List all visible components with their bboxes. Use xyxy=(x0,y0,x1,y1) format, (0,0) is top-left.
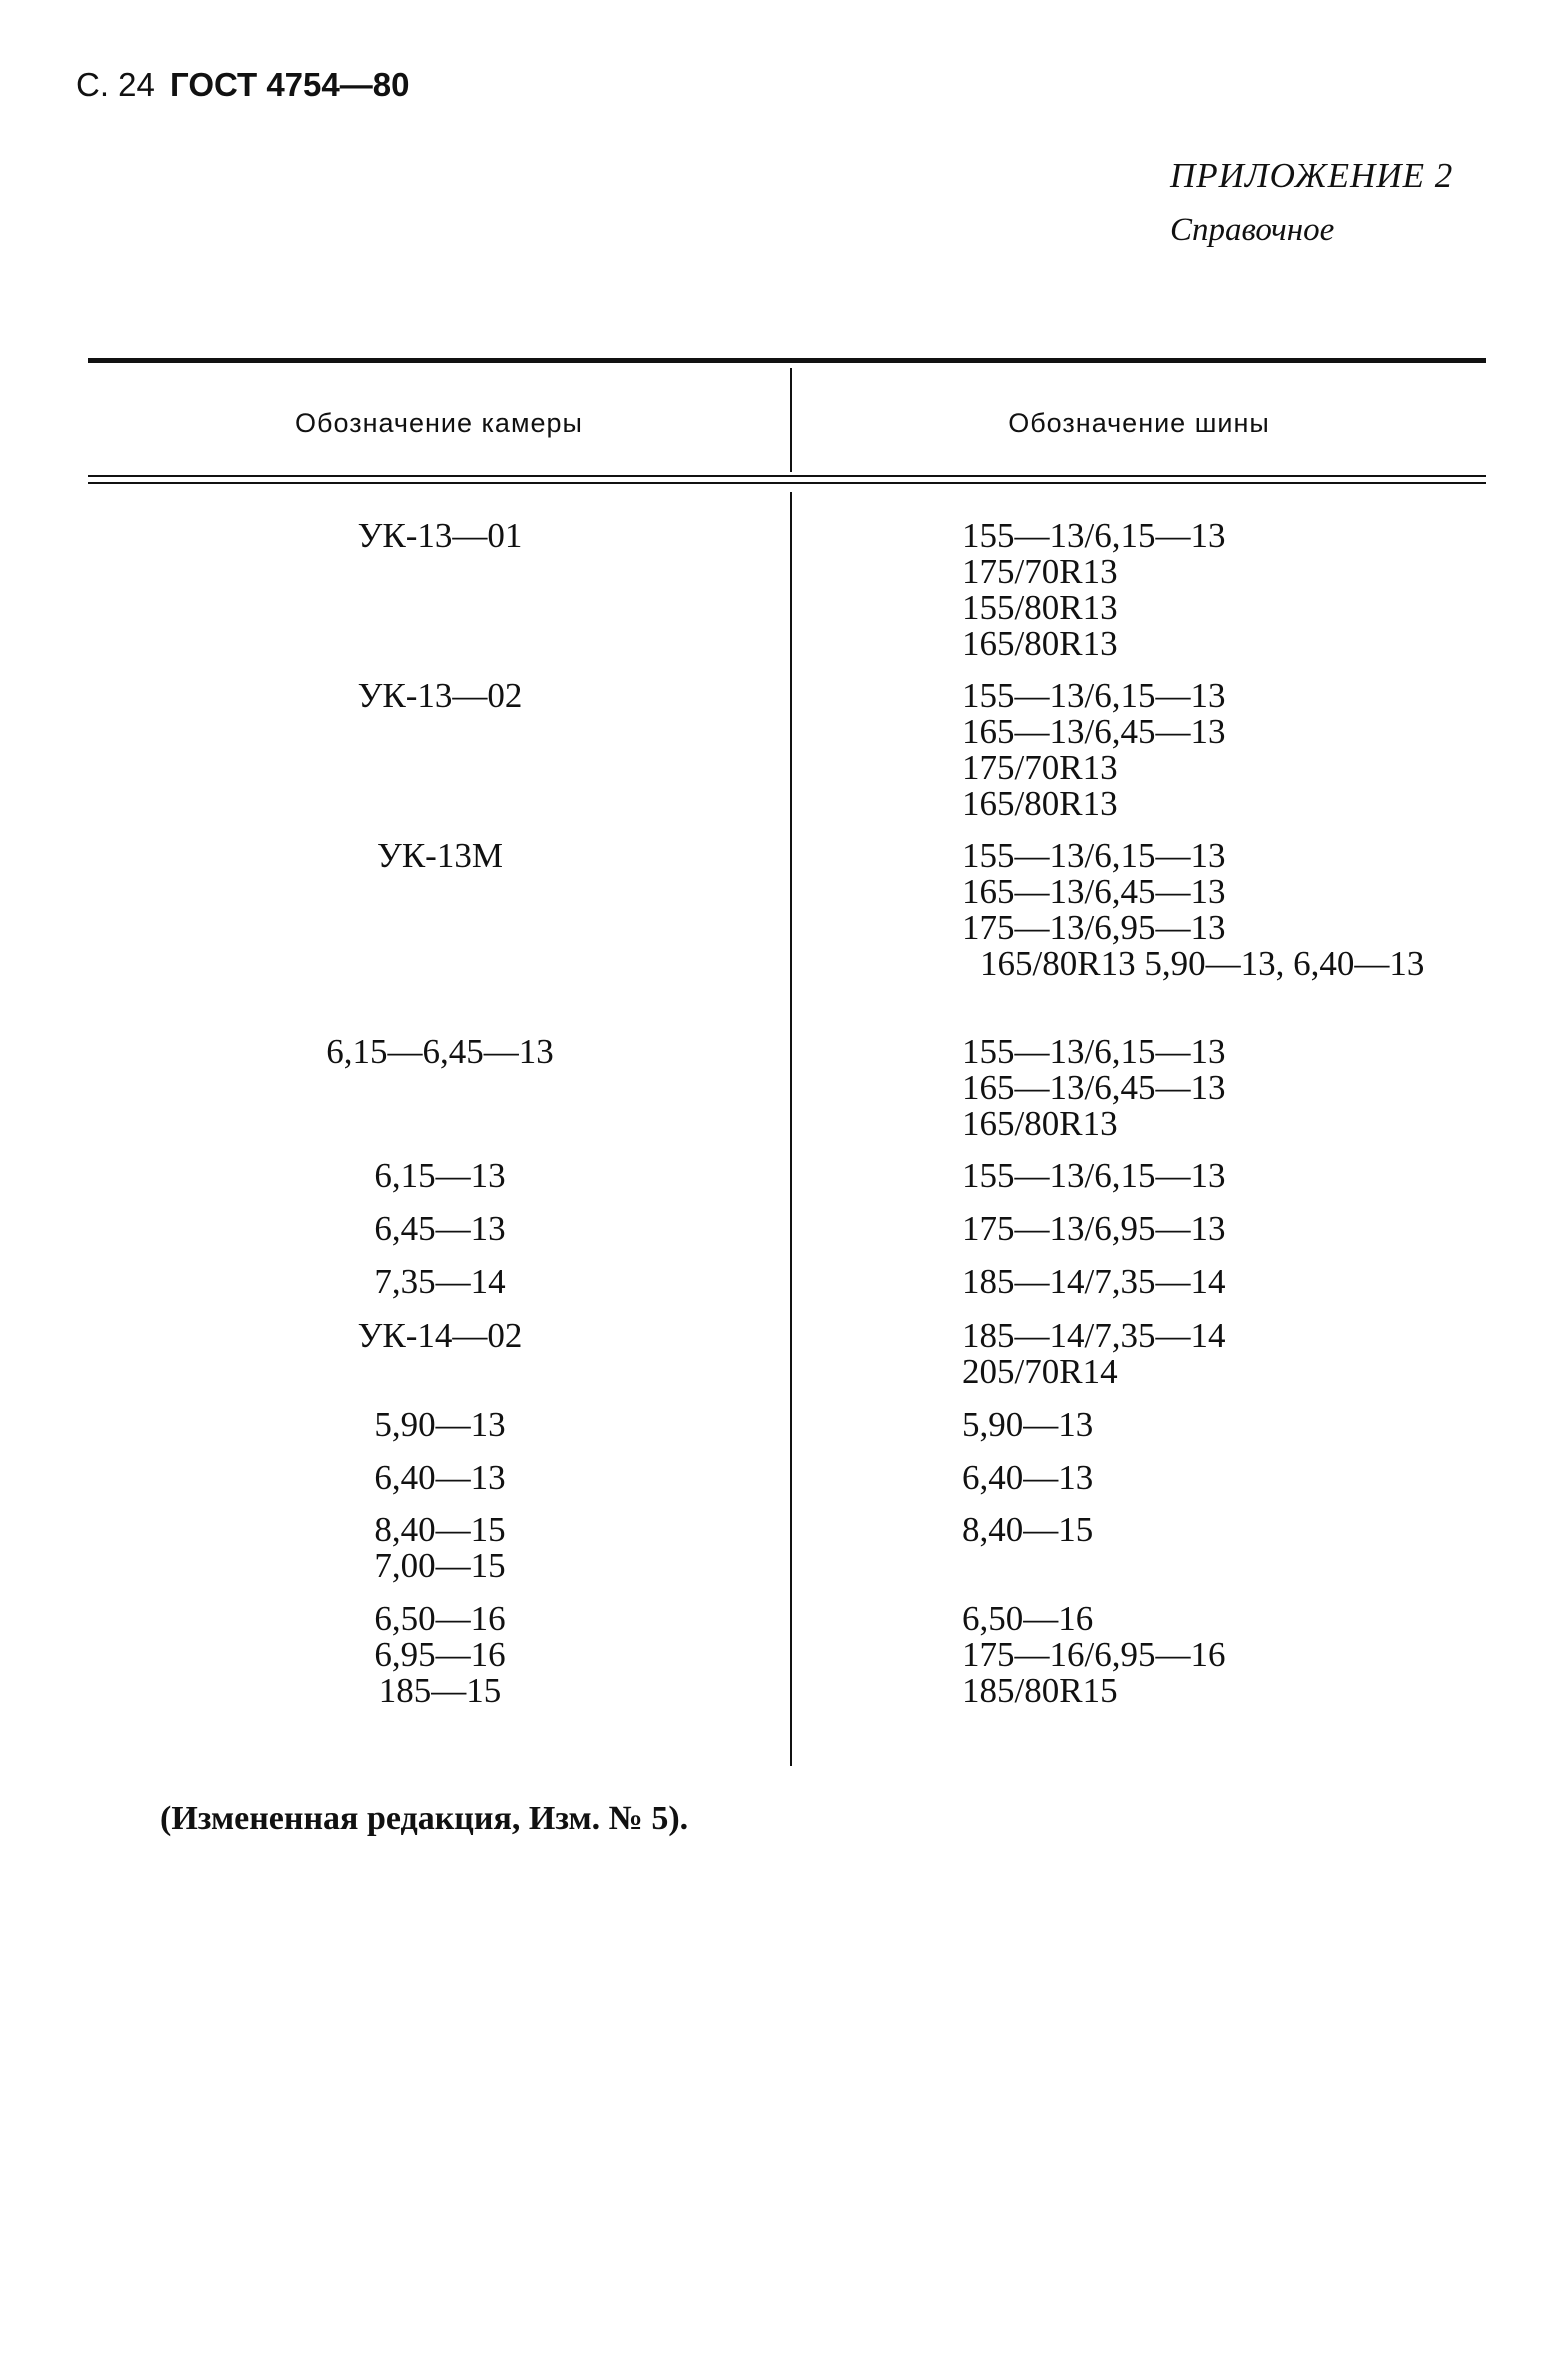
camera-value: 6,95—16 xyxy=(374,1635,506,1674)
camera-cell xyxy=(250,1264,630,1300)
camera-value: УК-13М xyxy=(377,836,503,875)
tire-value: 175—13/6,95—13 xyxy=(962,908,1226,947)
camera-cell xyxy=(250,1601,630,1709)
tire-value: 165/80R13 xyxy=(962,624,1118,663)
camera-value: 185—15 xyxy=(378,1671,502,1710)
camera-cell xyxy=(250,1211,630,1247)
body-column-divider xyxy=(790,492,792,1766)
tire-value: 155—13/6,15—13 xyxy=(962,676,1226,715)
tire-value: 175/70R13 xyxy=(962,552,1118,591)
camera-value: 7,35—14 xyxy=(374,1262,506,1301)
tire-value: 205/70R14 xyxy=(962,1352,1118,1391)
tire-value: 165/80R13 xyxy=(962,784,1118,823)
camera-cell xyxy=(250,1318,630,1354)
camera-cell xyxy=(250,518,630,554)
tire-value: 165—13/6,45—13 xyxy=(962,872,1226,911)
tire-value: 185/80R15 xyxy=(962,1671,1118,1710)
tire-value: 165/80R13 xyxy=(962,1104,1118,1143)
camera-value: 6,15—6,45—13 xyxy=(326,1032,554,1071)
tire-cell xyxy=(962,838,1542,982)
camera-cell xyxy=(250,1407,630,1443)
header-separator-rule xyxy=(88,475,1486,477)
tire-cell xyxy=(962,1512,1542,1548)
camera-cell xyxy=(250,1512,630,1584)
tire-cell xyxy=(962,1264,1542,1300)
camera-cell xyxy=(250,1158,630,1194)
tire-value: 175/70R13 xyxy=(962,748,1118,787)
camera-cell xyxy=(250,1034,630,1070)
page-header xyxy=(76,66,409,104)
tire-cell xyxy=(962,518,1542,662)
camera-value: 7,00—15 xyxy=(374,1546,506,1585)
camera-value: УК-13—02 xyxy=(357,676,523,715)
tire-value: 165—13/6,45—13 xyxy=(962,712,1226,751)
tire-value: 155/80R13 xyxy=(962,588,1118,627)
revision-note: (Измененная редакция, Изм. № 5). xyxy=(160,1800,689,1837)
header-separator-rule-double xyxy=(88,482,1486,484)
tire-value: 165/80R13 5,90—13, 6,40—13 xyxy=(980,944,1425,983)
appendix-subtitle: Справочное xyxy=(1170,212,1335,248)
tire-value: 185—14/7,35—14 xyxy=(962,1316,1226,1355)
tire-cell xyxy=(962,1158,1542,1194)
tire-cell xyxy=(962,678,1542,822)
camera-value: 8,40—15 xyxy=(374,1510,506,1549)
tire-value: 165—13/6,45—13 xyxy=(962,1068,1226,1107)
tire-value: 175—13/6,95—13 xyxy=(962,1209,1226,1248)
column-header-tire: Обозначение шины xyxy=(1008,408,1270,438)
tire-value: 155—13/6,15—13 xyxy=(962,516,1226,555)
camera-cell xyxy=(250,1460,630,1496)
tire-value: 5,90—13 xyxy=(962,1405,1094,1444)
camera-cell xyxy=(250,678,630,714)
tire-value: 175—16/6,95—16 xyxy=(962,1635,1226,1674)
tire-cell xyxy=(962,1318,1542,1390)
page-number: С. 24 xyxy=(76,66,155,103)
tire-cell xyxy=(962,1407,1542,1443)
tire-cell xyxy=(962,1601,1542,1709)
camera-value: 6,50—16 xyxy=(374,1599,506,1638)
camera-value: 6,45—13 xyxy=(374,1209,506,1248)
tire-value: 185—14/7,35—14 xyxy=(962,1262,1226,1301)
camera-value: 6,40—13 xyxy=(374,1458,506,1497)
camera-cell xyxy=(250,838,630,874)
tire-value: 6,50—16 xyxy=(962,1599,1094,1638)
camera-value: 6,15—13 xyxy=(374,1156,506,1195)
tire-value: 155—13/6,15—13 xyxy=(962,836,1226,875)
tire-value: 8,40—15 xyxy=(962,1510,1094,1549)
tire-value: 6,40—13 xyxy=(962,1458,1094,1497)
tire-value: 155—13/6,15—13 xyxy=(962,1156,1226,1195)
camera-value: 5,90—13 xyxy=(374,1405,506,1444)
tire-cell xyxy=(962,1034,1542,1142)
tire-cell xyxy=(962,1211,1542,1247)
appendix-title: ПРИЛОЖЕНИЕ 2 xyxy=(1170,156,1454,195)
table-top-rule xyxy=(88,358,1486,363)
camera-value: УК-13—01 xyxy=(357,516,523,555)
column-header-camera: Обозначение камеры xyxy=(295,408,583,438)
standard-number: ГОСТ 4754—80 xyxy=(170,66,410,103)
camera-value: УК-14—02 xyxy=(357,1316,523,1355)
tire-cell xyxy=(962,1460,1542,1496)
tire-value: 155—13/6,15—13 xyxy=(962,1032,1226,1071)
